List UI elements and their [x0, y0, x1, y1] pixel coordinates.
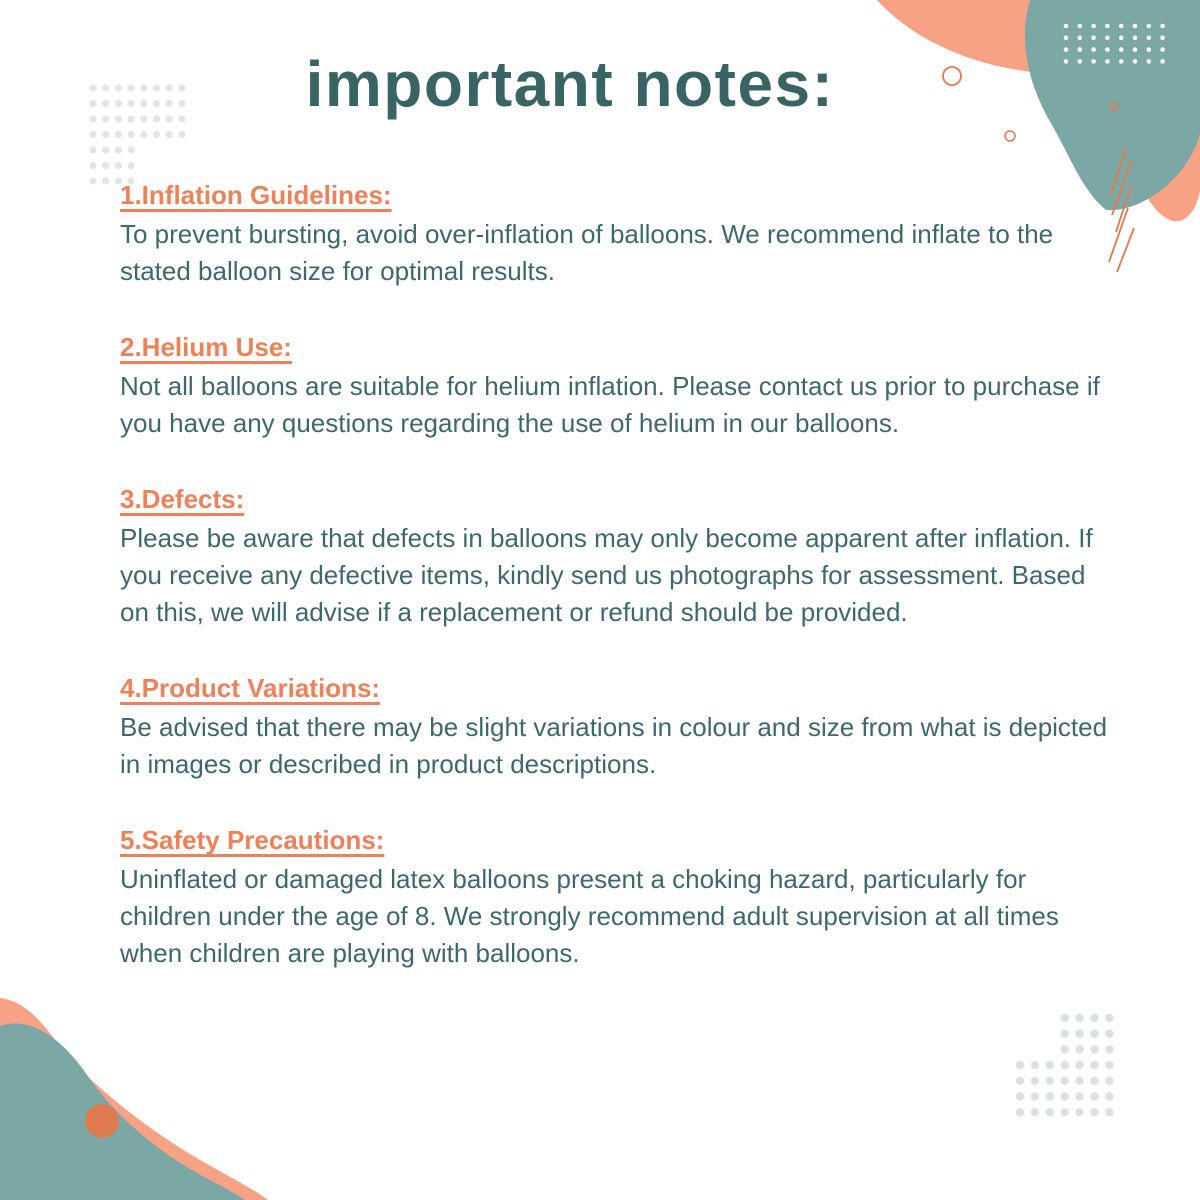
decorative-dot [1090, 1014, 1098, 1022]
decorative-dot [115, 131, 122, 138]
decorative-dot [89, 177, 96, 184]
note-heading-1: 1.Inflation Guidelines: [120, 180, 392, 210]
decorative-dot [1090, 1108, 1098, 1116]
decorative-dot [1046, 1108, 1054, 1116]
decorative-dot [1105, 1061, 1113, 1069]
decorative-dot [1061, 1030, 1069, 1038]
decorative-dot [1160, 36, 1165, 41]
note-heading-3: 3.Defects: [120, 484, 245, 514]
decorative-dot [178, 115, 185, 122]
decorative-dot [89, 162, 96, 169]
note-section-4 [120, 673, 1120, 783]
decorative-dot [128, 115, 135, 122]
decorative-dot [1075, 1108, 1083, 1116]
decorative-dot [1016, 1092, 1024, 1100]
decorative-dot [1160, 24, 1165, 29]
decorative-dot [1105, 1108, 1113, 1116]
note-section-2 [120, 332, 1120, 442]
decorative-dot [89, 131, 96, 138]
decorative-dot [1075, 1045, 1083, 1053]
decorative-dot [102, 146, 109, 153]
decorative-dot [128, 146, 135, 153]
decorative-dot [1075, 1061, 1083, 1069]
decorative-dot [1091, 24, 1096, 29]
note-section-5 [120, 825, 1120, 972]
outline-circle-small [1005, 131, 1015, 141]
decorative-dot [115, 115, 122, 122]
decorative-dot [102, 131, 109, 138]
decorative-dot [1064, 36, 1069, 41]
note-body-1: To prevent bursting, avoid over-inflation of balloons. We recommend inflate to the stated balloon size for optimal results. [120, 219, 1054, 286]
decorative-dot [128, 131, 135, 138]
note-body-2: Not all balloons are suitable for helium inflation. Please contact us prior to purchase if you have any questions regarding the use of helium in our balloons. [120, 371, 1100, 438]
decorative-dot [102, 115, 109, 122]
decorative-dot [1090, 1061, 1098, 1069]
decorative-dot [166, 131, 173, 138]
decorative-dot [1046, 1061, 1054, 1069]
dot-grid-bottom-right [1016, 1014, 1114, 1117]
decorative-dot [1160, 59, 1165, 64]
decorative-dot [1016, 1108, 1024, 1116]
decorative-dot [1105, 36, 1110, 41]
decorative-dot [1133, 36, 1138, 41]
decorative-dot [1090, 1077, 1098, 1085]
decorative-dot [1105, 1030, 1113, 1038]
decorative-dot [1105, 24, 1110, 29]
decorative-dot [89, 146, 96, 153]
decorative-dot [1147, 36, 1152, 41]
page-title: important notes: [305, 48, 835, 120]
decorative-dot [1133, 24, 1138, 29]
decorative-dot [1031, 1092, 1039, 1100]
decorative-dot [1064, 24, 1069, 29]
decorative-dot [1046, 1092, 1054, 1100]
decorative-dot [1090, 1045, 1098, 1053]
notes-list [120, 180, 1120, 1014]
note-heading-4: 4.Product Variations: [120, 673, 381, 703]
decorative-dot [1075, 1030, 1083, 1038]
decorative-dot [178, 131, 185, 138]
decorative-dot [1105, 1092, 1113, 1100]
decorative-dot [1075, 1077, 1083, 1085]
decorative-dot [115, 146, 122, 153]
decorative-dot [1090, 1030, 1098, 1038]
decorative-dot [1031, 1108, 1039, 1116]
decorative-dot [102, 177, 109, 184]
decorative-dot [1119, 24, 1124, 29]
solid-orange-circle [85, 1104, 119, 1138]
note-body-4: Be advised that there may be slight variations in colour and size from what is depicted in images or described in product descriptions. [120, 712, 1108, 779]
note-section-1 [120, 180, 1120, 290]
decorative-dot [1046, 1077, 1054, 1085]
decorative-dot [1078, 36, 1083, 41]
decorative-dot [1091, 36, 1096, 41]
decorative-dot [153, 131, 160, 138]
decorative-dot [1061, 1077, 1069, 1085]
decorative-dot [1147, 47, 1152, 52]
decorative-dot [1075, 1092, 1083, 1100]
decorative-dot [102, 162, 109, 169]
decorative-dot [1061, 1045, 1069, 1053]
note-heading-2: 2.Helium Use: [120, 332, 292, 362]
decorative-dot [1031, 1077, 1039, 1085]
decorative-dot [1075, 1014, 1083, 1022]
note-heading-5: 5.Safety Precautions: [120, 825, 385, 855]
decorative-dot [1031, 1061, 1039, 1069]
decorative-dot [89, 115, 96, 122]
decorative-dot [128, 162, 135, 169]
note-body-5: Uninflated or damaged latex balloons present a choking hazard, particularly for children under the age of 8. We strongly recommend adult supervision at all times when children are playing with balloons. [120, 864, 1059, 968]
decorative-dot [140, 131, 147, 138]
decorative-dot [1090, 1092, 1098, 1100]
bottom-left-corner-shapes [0, 998, 268, 1200]
decorative-dot [1160, 47, 1165, 52]
note-section-3 [120, 484, 1120, 631]
decorative-dot [1147, 59, 1152, 64]
decorative-dot [1119, 36, 1124, 41]
decorative-dot [1016, 1061, 1024, 1069]
decorative-dot [115, 162, 122, 169]
decorative-dot [1147, 24, 1152, 29]
decorative-dot [1105, 1014, 1113, 1022]
decorative-dot [1061, 1061, 1069, 1069]
decorative-dot [1105, 1045, 1113, 1053]
decorative-dot [1078, 24, 1083, 29]
decorative-dot [1061, 1108, 1069, 1116]
decorative-dot [140, 115, 147, 122]
decorative-dot [1016, 1077, 1024, 1085]
decorative-dot [1061, 1014, 1069, 1022]
decorative-dot [166, 115, 173, 122]
decorative-dot [1105, 1077, 1113, 1085]
decorative-dot [153, 115, 160, 122]
note-body-3: Please be aware that defects in balloons may only become apparent after inflation. If you receive any defective items, kindly send us photographs for assessment. Based on this, we will advise if a replacement or refund should be provided. [120, 523, 1093, 627]
decorative-dot [1061, 1092, 1069, 1100]
